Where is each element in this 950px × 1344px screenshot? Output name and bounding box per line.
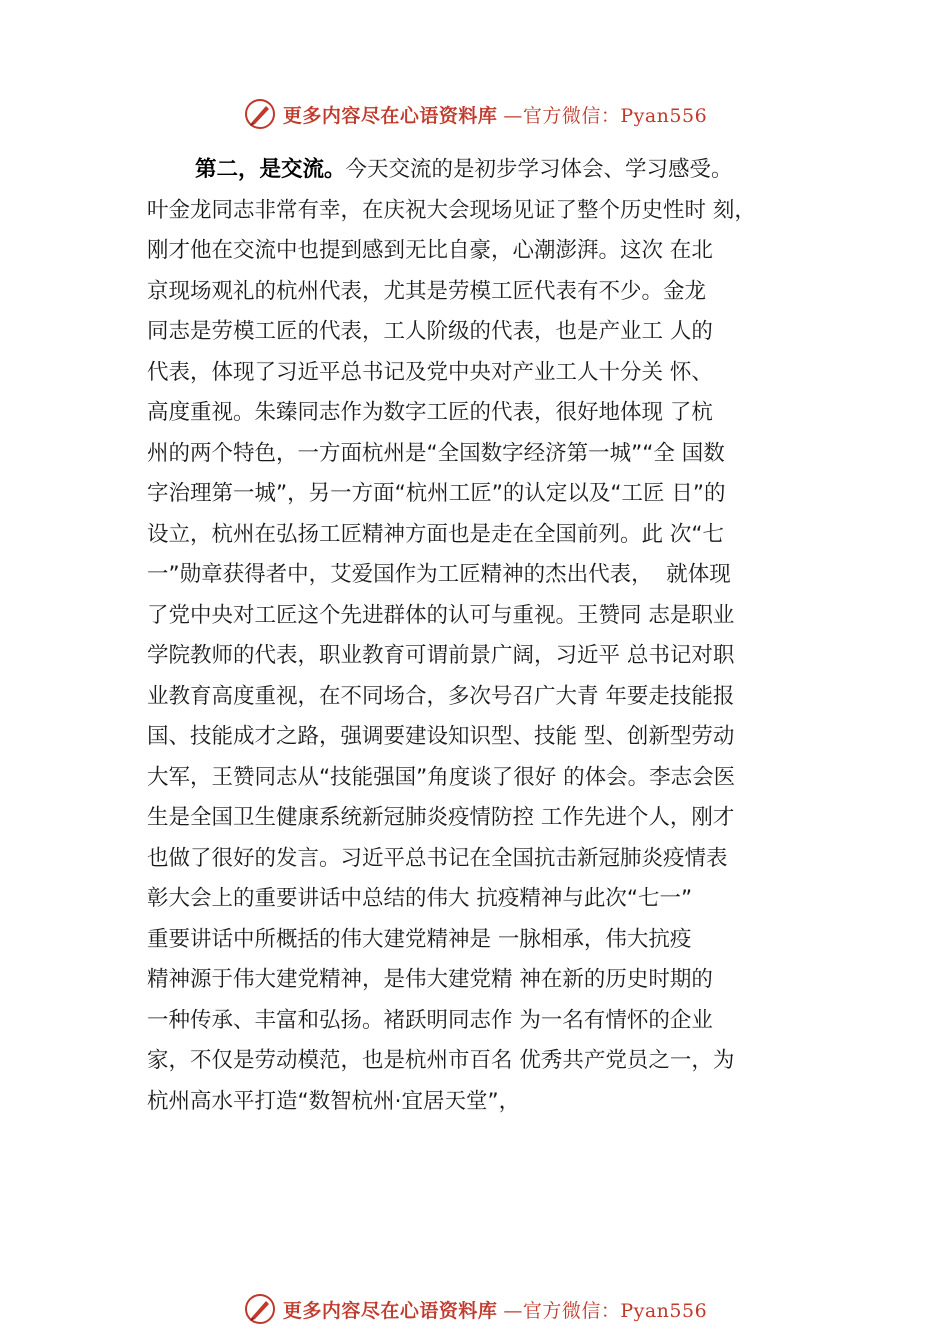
paragraph-first-line: [147, 150, 837, 191]
text-line: 生是全国卫生健康系统新冠肺炎疫情防控 工作先进个人，刚才: [147, 805, 735, 830]
text-line: 代表，体现了习近平总书记及党中央对产业工人十分关 怀、: [147, 359, 713, 385]
watermark-main-text: 更多内容尽在心语资料库: [282, 1299, 498, 1322]
text-line: 杭州高水平打造“数智杭州·宜居天堂”，: [147, 1088, 521, 1114]
document-body: [147, 150, 837, 1122]
text-line: 了党中央对工匠这个先进群体的认可与重视。王赞同 志是职业: [147, 602, 735, 628]
text-line: 大军，王赞同志从“技能强国”角度谈了很好 的体会。李志会医: [147, 764, 736, 790]
text-line: 叶金龙同志非常有幸，在庆祝大会现场见证了整个历史性时 刻，: [147, 197, 756, 223]
footer-watermark: [0, 1289, 950, 1329]
text-line: 今天交流的是初步学习体会、学习感受。: [345, 157, 733, 182]
text-line: 也做了很好的发言。习近平总书记在全国抗击新冠肺炎疫情表: [147, 845, 728, 871]
watermark-main-text: 更多内容尽在心语资料库: [282, 104, 498, 127]
watermark-wechat-text: —官方微信：Pyan556: [503, 1299, 708, 1322]
text-line: 精神源于伟大建党精神，是伟大建党精 神在新的历史时期的: [147, 967, 713, 992]
text-line: 字治理第一城”，另一方面“杭州工匠”的认定以及“工匠 日”的: [147, 481, 726, 506]
text-line: 一”勋章获得者中，艾爱国作为工匠精神的杰出代表， 就体现: [147, 562, 731, 587]
text-line: 刚才他在交流中也提到感到无比自豪，心潮澎湃。这次 在北: [147, 238, 713, 263]
watermark-wechat-text: —官方微信：Pyan556: [503, 104, 708, 127]
pen-logo-icon: [243, 97, 277, 131]
header-watermark: [0, 94, 950, 134]
text-line: 彰大会上的重要讲话中总结的伟大 抗疫精神与此次“七一”: [147, 886, 693, 911]
text-line: 家，不仅是劳动模范，也是杭州市百名 优秀共产党员之一，为: [147, 1048, 735, 1073]
text-line: 学院教师的代表，职业教育可谓前景广阔，习近平 总书记对职: [147, 643, 735, 668]
text-line: 设立，杭州在弘扬工匠精神方面也是走在全国前列。此 次“七: [147, 521, 724, 547]
text-line: 京现场观礼的杭州代表，尤其是劳模工匠代表有不少。金龙: [147, 278, 707, 304]
text-line: 一种传承、丰富和弘扬。褚跃明同志作 为一名有情怀的企业: [147, 1007, 713, 1033]
text-line: 重要讲话中所概括的伟大建党精神是 一脉相承，伟大抗疫: [147, 926, 692, 952]
text-line: 业教育高度重视，在不同场合，多次号召广大青 年要走技能报: [147, 683, 735, 709]
text-line: 国、技能成才之路，强调要建设知识型、技能 型、创新型劳动: [147, 724, 735, 749]
text-line: 高度重视。朱臻同志作为数字工匠的代表，很好地体现 了杭: [147, 400, 713, 425]
text-line: 同志是劳模工匠的代表，工人阶级的代表，也是产业工 人的: [147, 319, 713, 344]
text-line: 州的两个特色，一方面杭州是“全国数字经济第一城”“全 国数: [147, 440, 725, 466]
section-lead: 第二，是交流。: [195, 157, 346, 182]
pen-logo-icon: [243, 1292, 277, 1326]
